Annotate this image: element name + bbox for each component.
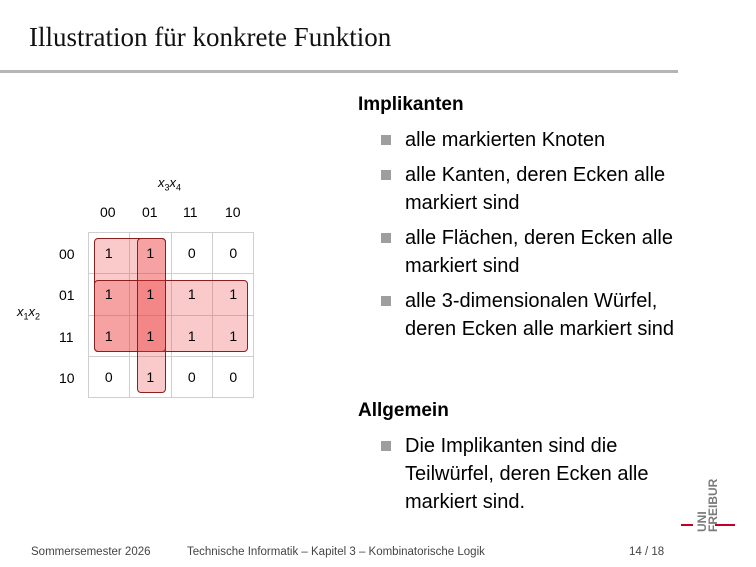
row-label: 11 (59, 329, 74, 345)
bullet-square-icon (381, 170, 391, 180)
kmap-cell: 0 (187, 369, 196, 386)
row-var-a: x (17, 304, 24, 319)
logo-graphic (681, 478, 741, 534)
list-item-text: Die Implikanten sind die Teilwürfel, deren Ecken alle markiert sind. (405, 435, 649, 513)
col-var-b: x (169, 175, 177, 190)
row-var-b: x (28, 304, 36, 319)
list-item-text: alle Kanten, deren Ecken alle markiert sind (405, 164, 666, 214)
kmap-cell: 1 (229, 327, 238, 344)
list-item (381, 161, 681, 217)
kmap-cell: 0 (229, 369, 238, 386)
col-var-b-sub: 4 (176, 182, 182, 193)
kmap-cell: 1 (104, 286, 113, 303)
row-variables (17, 304, 40, 322)
kmap-cell: 1 (146, 369, 155, 386)
kmap-grid (88, 232, 254, 398)
uni-freiburg-logo (681, 478, 741, 534)
list-item (381, 287, 681, 343)
kmap-cell: 1 (146, 286, 155, 303)
row-label: 10 (59, 370, 75, 386)
col-label: 00 (100, 204, 116, 220)
list-item-text: alle Flächen, deren Ecken alle markiert sind (405, 227, 673, 277)
kmap-cell: 1 (146, 327, 155, 344)
footer-course: Technische Informatik – Kapitel 3 – Kombinatorische Logik (187, 546, 485, 558)
allgemein-list (381, 432, 681, 523)
bullet-square-icon (381, 441, 391, 451)
list-item (381, 224, 681, 280)
col-label: 11 (183, 204, 198, 220)
heading-implikanten: Implikanten (358, 94, 464, 115)
logo-accent-bar (681, 524, 693, 526)
list-item (381, 126, 681, 154)
footer-page-number: 14 / 18 (629, 546, 665, 558)
col-label: 10 (225, 204, 241, 220)
kmap-cell: 1 (187, 286, 196, 303)
kmap-cell: 0 (187, 244, 196, 261)
list-item-text: alle markierten Knoten (405, 129, 606, 151)
logo-text-uni: UNI (695, 511, 709, 532)
kmap-cell: 1 (229, 286, 238, 303)
slide-title: Illustration für konkrete Funktion (29, 22, 392, 52)
row-var-b-sub: 2 (35, 311, 41, 322)
footer-semester: Sommersemester 2026 (31, 546, 151, 558)
karnaugh-map (0, 0, 300, 420)
logo-text-freiburg: FREIBURG (706, 478, 720, 532)
list-item-text: alle 3-dimensionalen Würfel, deren Ecken alle markiert sind (405, 290, 675, 340)
kmap-cell: 1 (104, 244, 113, 261)
row-label: 01 (59, 287, 75, 303)
bullet-square-icon (381, 296, 391, 306)
kmap-cell: 1 (187, 327, 196, 344)
bullet-square-icon (381, 233, 391, 243)
implikanten-list (381, 126, 681, 350)
heading-allgemein: Allgemein (358, 400, 449, 421)
row-label: 00 (59, 246, 75, 262)
kmap-cell: 0 (104, 369, 113, 386)
kmap-cell: 0 (229, 244, 238, 261)
col-label: 01 (142, 204, 158, 220)
list-item (381, 432, 681, 516)
column-variables (158, 175, 181, 193)
kmap-cell: 1 (146, 244, 155, 261)
row-var-a-sub: 1 (23, 311, 29, 322)
col-var-a: x (158, 175, 165, 190)
bullet-square-icon (381, 135, 391, 145)
kmap-cell: 1 (104, 327, 113, 344)
col-var-a-sub: 3 (164, 182, 170, 193)
